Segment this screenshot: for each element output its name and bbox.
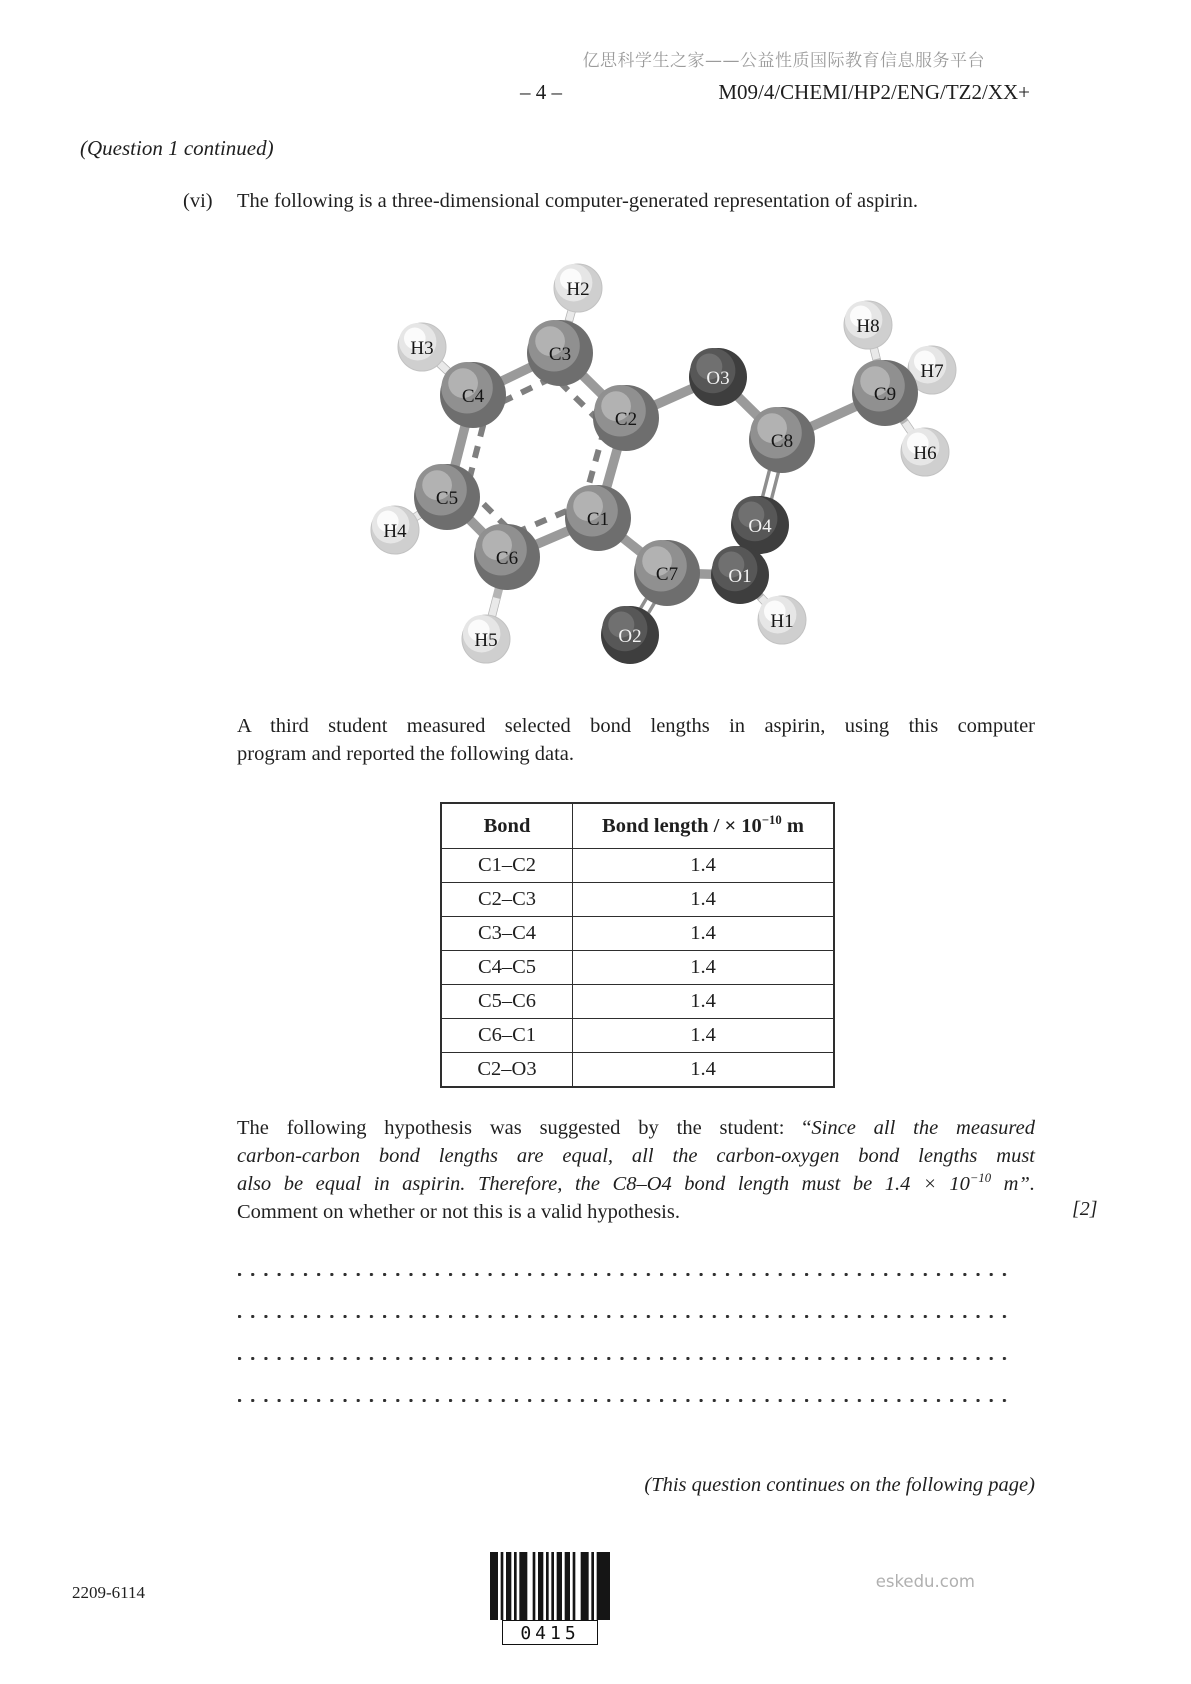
barcode-bar xyxy=(506,1552,511,1620)
exam-code: M09/4/CHEMI/HP2/ENG/TZ2/XX+ xyxy=(718,80,1030,104)
barcode-bar xyxy=(591,1552,594,1620)
atom-label: H3 xyxy=(410,338,434,359)
hypothesis-paragraph xyxy=(237,1114,1035,1226)
bond-length-cell: 1.4 xyxy=(573,849,835,883)
answer-dotted-line xyxy=(238,1357,1013,1360)
bond-table-row xyxy=(441,917,834,951)
bond-length-table xyxy=(440,802,835,1088)
atom-label: C2 xyxy=(614,409,638,430)
answer-dotted-line xyxy=(238,1399,1013,1402)
atom-label: C1 xyxy=(586,509,610,530)
bond-table-row xyxy=(441,849,834,883)
bond-table-body xyxy=(441,849,834,1088)
bond-table-row xyxy=(441,951,834,985)
length-column-header: Bond length / × $10^{-10}$ m xyxy=(573,803,835,849)
barcode-bar xyxy=(514,1552,517,1620)
bond-cell: C2–C3 xyxy=(441,883,573,917)
hypothesis-line-4: Comment on whether or not this is a valid hypothesis. xyxy=(237,1201,680,1223)
barcode-bar xyxy=(565,1552,570,1620)
atom-label: C8 xyxy=(770,431,794,452)
barcode-bar xyxy=(546,1552,549,1620)
atom-label: C3 xyxy=(548,344,572,365)
site-watermark: eskedu.com xyxy=(875,1572,975,1591)
bond-length-cell: 1.4 xyxy=(573,883,835,917)
atom-label: H1 xyxy=(770,611,794,632)
bond-cell: C6–C1 xyxy=(441,1019,573,1053)
barcode-bar xyxy=(490,1552,498,1620)
hypothesis-exponent: −10 xyxy=(969,1171,992,1186)
aspirin-molecule-figure xyxy=(340,240,980,670)
atom-label: H5 xyxy=(474,630,498,651)
atom-label: O1 xyxy=(728,566,752,587)
bond-table-row xyxy=(441,1019,834,1053)
atom-label: O3 xyxy=(706,368,730,389)
barcode-bar xyxy=(538,1552,543,1620)
intro-paragraph xyxy=(237,712,1035,768)
marks-label: [2] xyxy=(1072,1198,1098,1220)
bond-length-cell: 1.4 xyxy=(573,951,835,985)
bond-table-row xyxy=(441,883,834,917)
length-header-exponent: −10 xyxy=(761,812,782,827)
barcode-bar xyxy=(551,1552,554,1620)
bond-cell: C1–C2 xyxy=(441,849,573,883)
bond-length-cell: 1.4 xyxy=(573,1053,835,1088)
barcode-bar xyxy=(519,1552,527,1620)
bond-column-header: Bond xyxy=(441,803,573,849)
intro-line-2: program and reported the following data. xyxy=(237,743,574,765)
barcode-label: 0415 xyxy=(502,1620,598,1645)
bond-table-header xyxy=(441,803,834,849)
atom-label: C4 xyxy=(461,386,485,407)
answer-lines xyxy=(238,1273,1013,1441)
atom-label: C7 xyxy=(655,564,679,585)
atom-label: H7 xyxy=(920,361,944,382)
bond-table-row xyxy=(441,1053,834,1088)
part-label: (vi) xyxy=(183,190,213,212)
bond-cell: C2–O3 xyxy=(441,1053,573,1088)
bond-length-cell: 1.4 xyxy=(573,1019,835,1053)
atom-label: H2 xyxy=(566,279,590,300)
bond-cell: C4–C5 xyxy=(441,951,573,985)
atom-label: H6 xyxy=(913,443,937,464)
barcode-bar xyxy=(501,1552,504,1620)
barcode-bar xyxy=(557,1552,562,1620)
atom-label: C9 xyxy=(873,384,897,405)
intro-line-1: A third student measured selected bond lengths in aspirin, using this computer xyxy=(237,715,1035,737)
bond-length-cell: 1.4 xyxy=(573,917,835,951)
bond-cell: C3–C4 xyxy=(441,917,573,951)
atom-label: H8 xyxy=(856,316,880,337)
answer-dotted-line xyxy=(238,1273,1013,1276)
barcode-bar xyxy=(533,1552,536,1620)
barcode-bar xyxy=(581,1552,589,1620)
barcode-bar xyxy=(597,1552,610,1620)
bond-table-row xyxy=(441,985,834,1019)
atom-label: C6 xyxy=(495,548,519,569)
barcode xyxy=(490,1552,610,1620)
hypothesis-line-2: carbon-carbon bond lengths are equal, all the carbon-oxygen bond lengths must xyxy=(237,1145,1035,1167)
atom-label: H4 xyxy=(383,521,407,542)
bond-cell: C5–C6 xyxy=(441,985,573,1019)
hypothesis-line-3: also be equal in aspirin. Therefore, the C8–O4 bond length must be $1.4 \times 10^{-10}$ m”. xyxy=(237,1171,1035,1195)
continues-note: (This question continues on the following page) xyxy=(644,1474,1035,1496)
atom-label: O2 xyxy=(618,626,642,647)
answer-dotted-line xyxy=(238,1315,1013,1318)
atom-label: C5 xyxy=(435,488,459,509)
barcode-bar xyxy=(573,1552,576,1620)
atom-label: O4 xyxy=(748,516,772,537)
page-number: – 4 – xyxy=(520,80,562,104)
bond-length-cell: 1.4 xyxy=(573,985,835,1019)
question-continued-note: (Question 1 continued) xyxy=(80,136,274,160)
hypothesis-line-1: The following hypothesis was suggested by the student: “Since all the measured xyxy=(237,1117,1035,1139)
chinese-watermark: 亿思科学生之家——公益性质国际教育信息服务平台 xyxy=(582,51,985,71)
part-text: The following is a three-dimensional computer-generated representation of aspirin. xyxy=(237,190,918,212)
document-code: 2209-6114 xyxy=(72,1583,146,1602)
